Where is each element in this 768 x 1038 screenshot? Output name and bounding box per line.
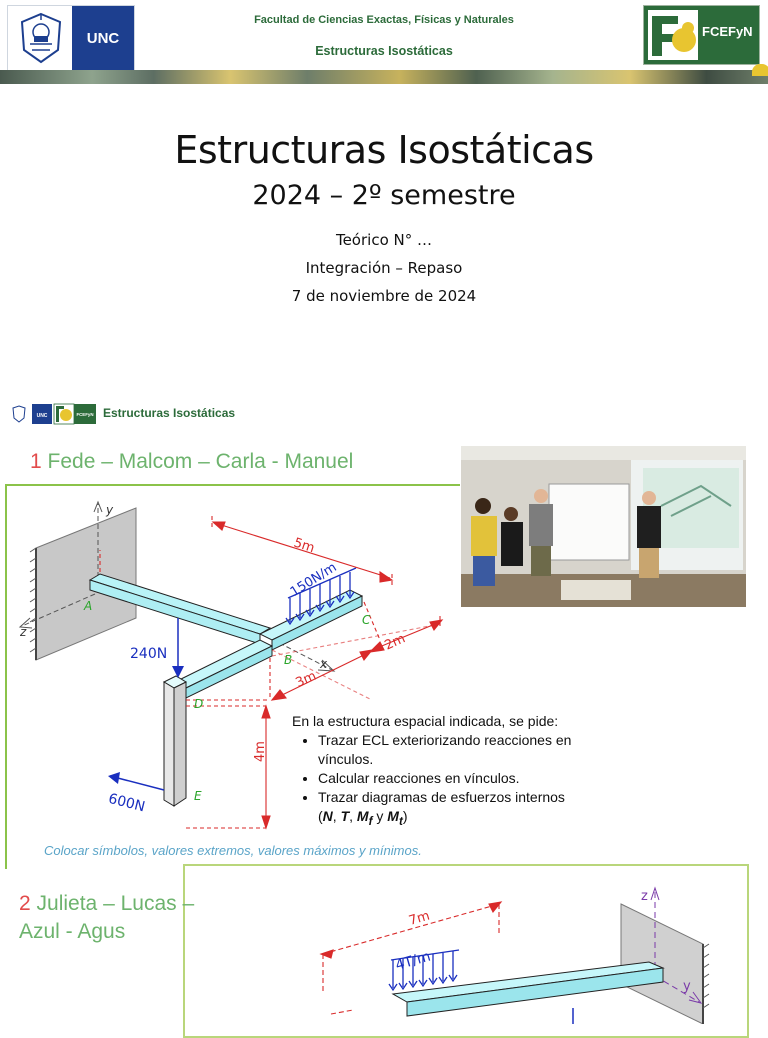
axis-z-label: z: [20, 625, 27, 639]
group2-names: Julieta – Lucas – Azul - Agus: [19, 892, 195, 943]
group1-number: 1: [30, 450, 42, 473]
formula-m: M: [356, 808, 369, 824]
axis-y-label: y: [106, 503, 114, 517]
fcefyn-logo: [643, 5, 760, 65]
slide-title: Estructuras Isostáticas: [174, 128, 594, 172]
mini-fcefyn-label: FCEFyN: [76, 412, 94, 417]
group1-heading: [30, 450, 353, 474]
formula-t: T: [340, 808, 350, 824]
problem-hint: Colocar símbolos, valores extremos, valores máximos y mínimos.: [44, 843, 422, 858]
dim-4m-label: 4m: [253, 741, 268, 762]
mini-unc-label: UNC: [36, 413, 48, 419]
problem-item: • Calcular reacciones en vínculos.: [318, 769, 612, 788]
mini-course-title: Estructuras Isostáticas: [103, 406, 236, 420]
structure-diagram-2: [183, 864, 768, 1024]
group2-heading: [19, 890, 199, 946]
point-e-label: E: [194, 789, 202, 803]
header-decorative-strip: [0, 70, 768, 84]
formula-open: (: [318, 808, 323, 824]
formula-comma: ,: [349, 808, 357, 824]
unc-logo: [7, 5, 135, 71]
unc-seal-icon: [12, 10, 70, 66]
load2-label: 4T/m: [393, 948, 433, 974]
stress-formula: [292, 807, 612, 831]
dim-2m-label: 2m: [382, 631, 408, 654]
axis2-z-label: z: [641, 889, 648, 904]
slide-subtitle: 2024 – 2º semestre: [252, 180, 516, 211]
problem-item: • Trazar diagramas de esfuerzos internos: [318, 788, 612, 807]
formula-and: y: [372, 808, 388, 824]
point-b-label: B: [284, 653, 293, 667]
axis2-y-label: y: [683, 979, 691, 994]
load-150-label: 150N/m: [287, 560, 340, 601]
group2-number: 2: [19, 892, 31, 915]
point-d-label: D: [194, 697, 204, 711]
dim2-7m-label: 7m: [407, 908, 432, 929]
formula-comma: ,: [332, 808, 341, 824]
formula-f-sub: f: [368, 814, 373, 828]
problem-item: • Trazar ECL exteriorizando reacciones en vínculos.: [318, 731, 612, 769]
problem-intro: En la estructura espacial indicada, se pide:: [292, 713, 559, 729]
point-a-label: A: [84, 599, 93, 613]
formula-close: ): [402, 808, 408, 824]
force-240-label: 240N: [130, 646, 168, 662]
fcefyn-mark-icon: [648, 10, 698, 60]
formula-t-sub: t: [398, 814, 403, 828]
fcefyn-label: FCEFyN: [702, 24, 753, 39]
lecture-number: Teórico N° …: [335, 231, 433, 249]
group1-names: Fede – Malcom – Carla - Manuel: [47, 450, 354, 473]
mini-logos: [10, 402, 96, 426]
problem-list: [292, 731, 612, 807]
force-600-label: 600N: [106, 790, 147, 816]
header-banner: [0, 0, 768, 84]
point-c-label: C: [362, 613, 371, 627]
decorative-dot: [752, 64, 768, 76]
lecture-date: 7 de noviembre de 2024: [291, 287, 477, 305]
lecture-topic: Integración – Repaso: [305, 259, 463, 277]
dim-5m-label: 5m: [291, 535, 317, 557]
course-name: Estructuras Isostáticas: [315, 44, 453, 58]
axis-x-label: x: [320, 657, 328, 671]
unc-label: UNC: [72, 6, 134, 70]
faculty-name: Facultad de Ciencias Exactas, Físicas y Naturales: [254, 14, 514, 26]
dim-3m-label: 3m: [293, 668, 319, 691]
formula-n: N: [322, 808, 333, 824]
problem-statement: [292, 712, 612, 831]
formula-m2: M: [387, 808, 399, 824]
